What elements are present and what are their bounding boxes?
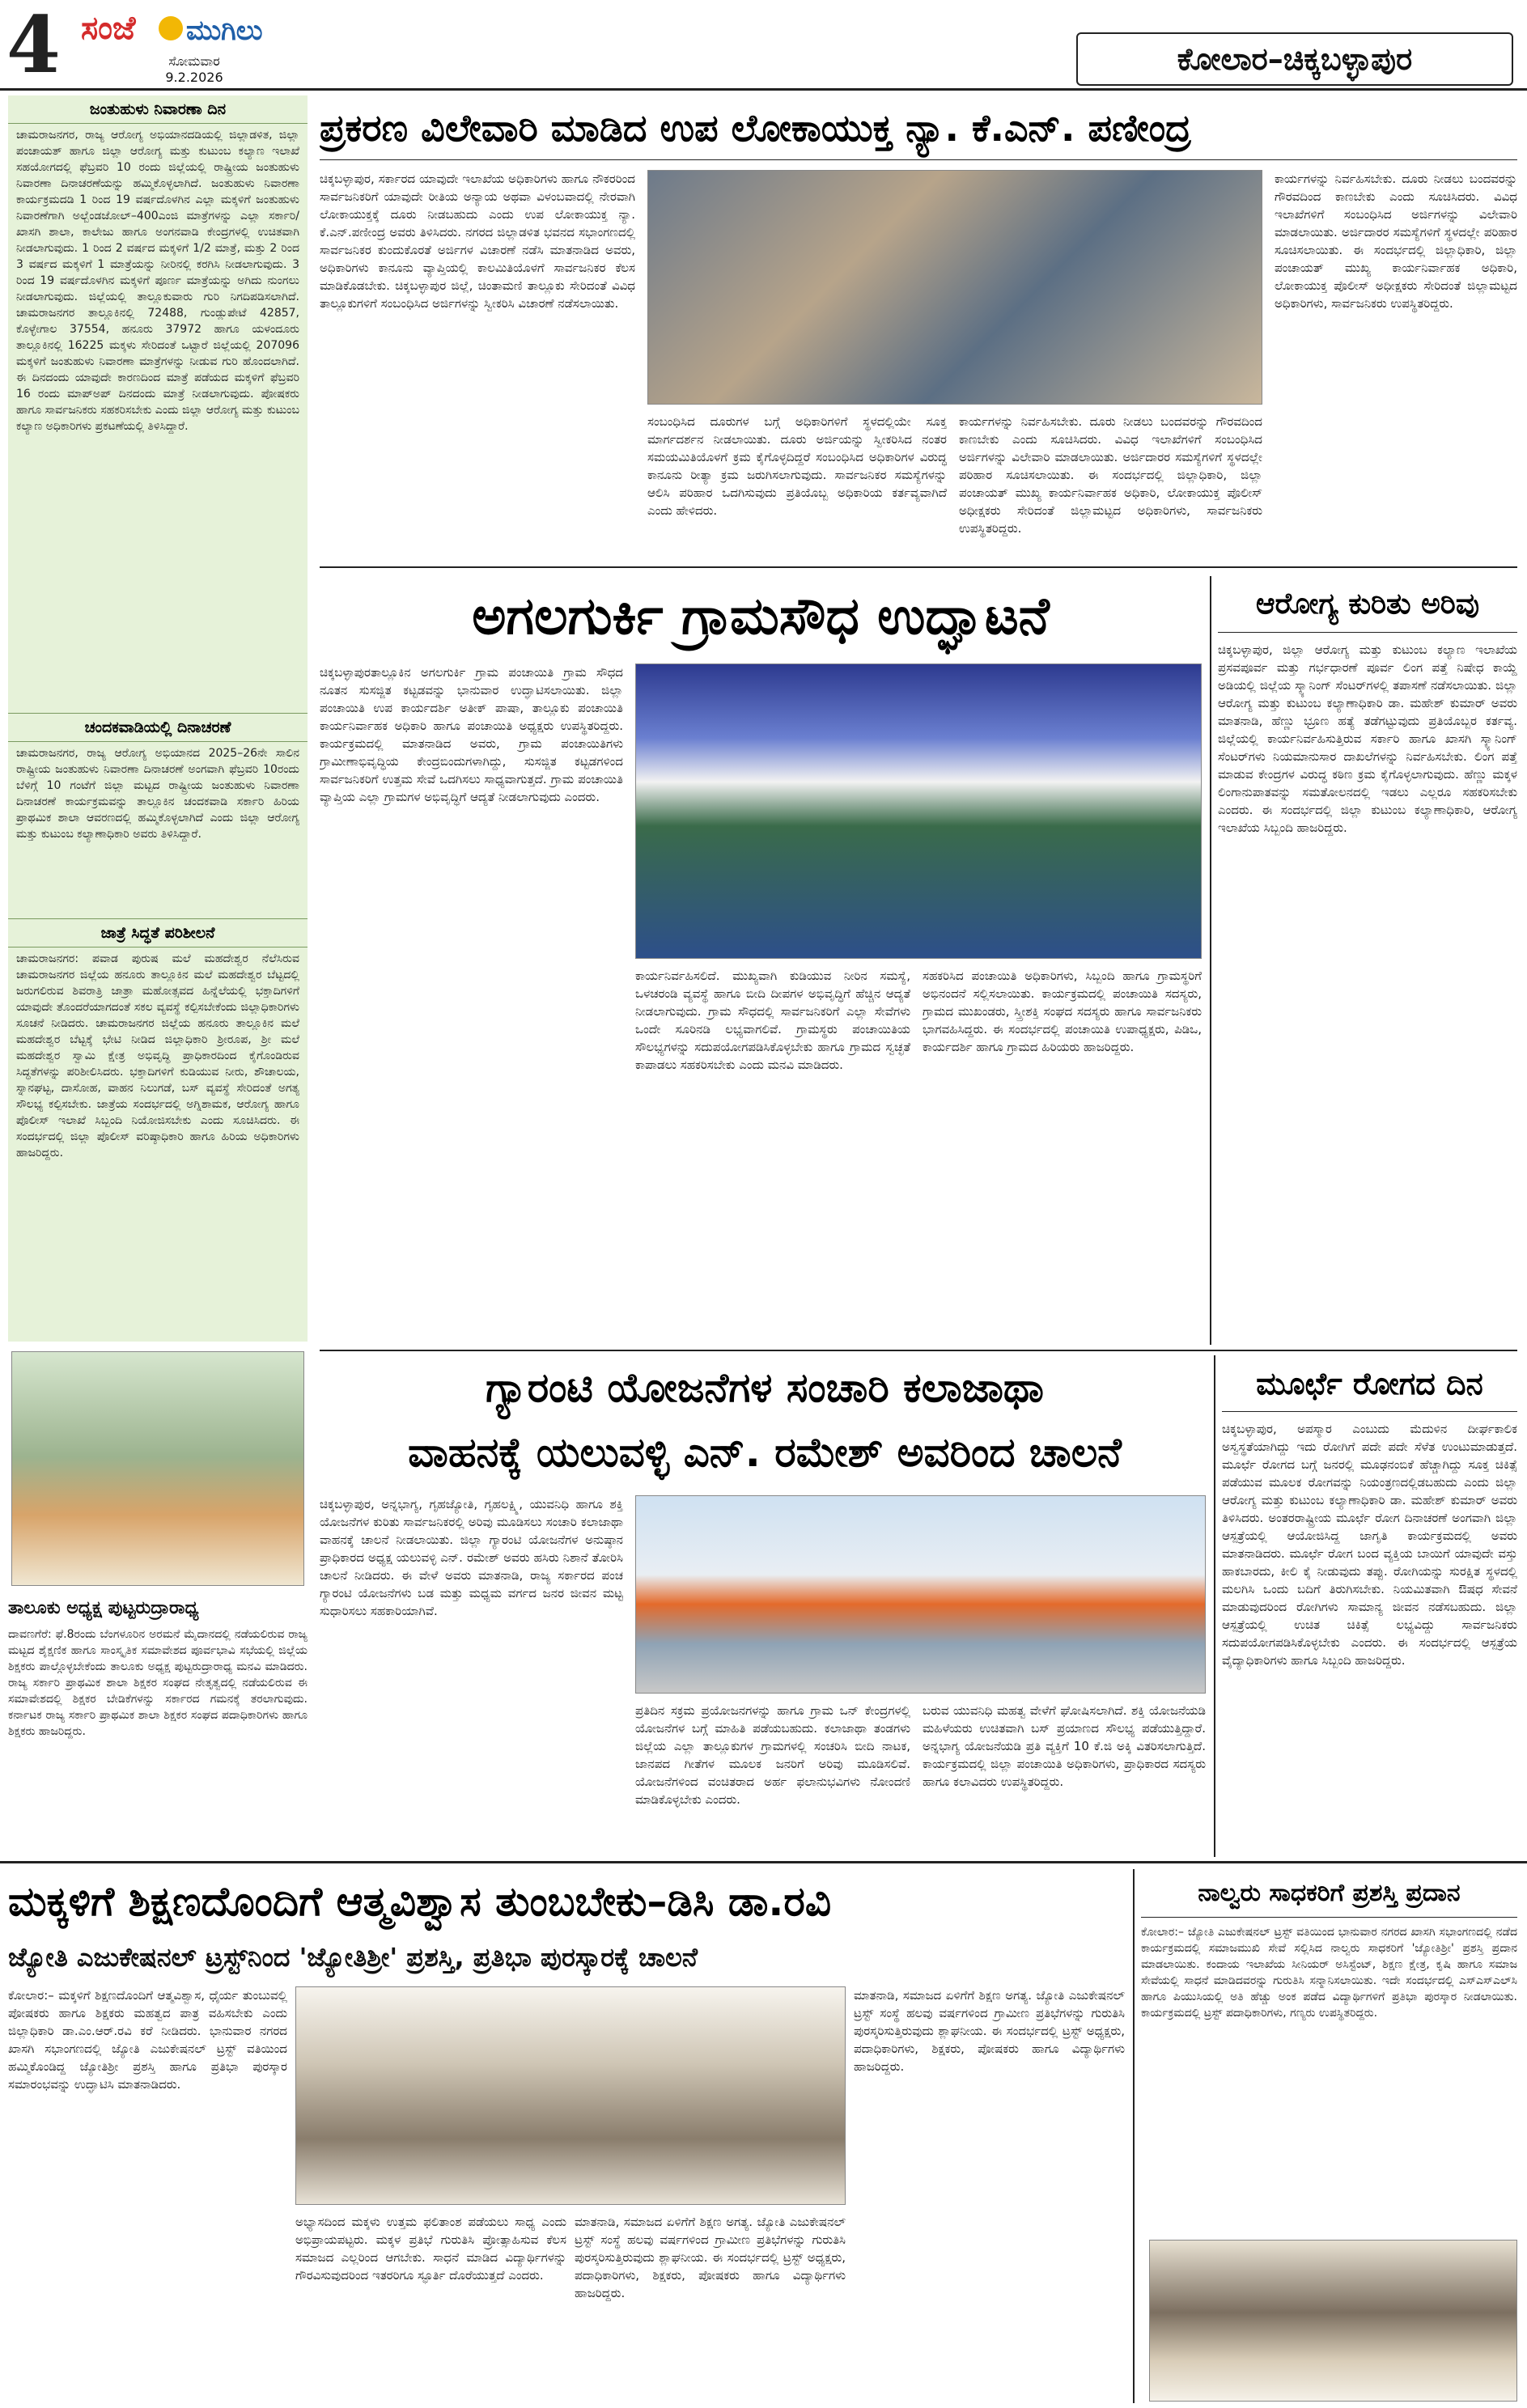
shikshana-col1: ಕೋಲಾರ:– ಮಕ್ಕಳಿಗೆ ಶಿಕ್ಷಣದೊಂದಿಗೆ ಆತ್ಮವಿಶ್ವಾಸ, ಧೈರ್ಯ ತುಂಬುವಲ್ಲಿ ಪೋಷಕರು ಹಾಗೂ ಶಿಕ್ಷಕರು ಮಹತ್ವದ ಪಾತ್ರ ವಹಿಸಬೇಕು ಎಂದು ಜಿಲ್ಲಾಧಿಕಾರಿ ಡಾ.ಎಂ.ಆರ್.ರವಿ ಕರೆ ನೀಡಿದರು. ಭಾನುವಾರ ನಗರದ ಖಾಸಗಿ ಸಭಾಂಗಣದಲ್ಲಿ ಜ್ಯೋತಿ ಎಜುಕೇಷನಲ್ ಟ್ರಸ್ಟ್ ವತಿಯಿಂದ ಹಮ್ಮಿಕೊಂಡಿದ್ದ ಜ್ಯೋತಿಶ್ರೀ ಪ್ರಶಸ್ತಿ ಹಾಗೂ ಪ್ರತಿಭಾ ಪುರಸ್ಕಾರ ಸಮಾರಂಭವನ್ನು ಉದ್ಘಾಟಿಸಿ ಮಾತನಾಡಿದರು. xyxy=(8,1988,287,2092)
lokayukta-headline: ಪ್ರಕರಣ ವಿಲೇವಾರಿ ಮಾಡಿದ ಉಪ ಲೋಕಾಯುಕ್ತ ನ್ಯಾ. ಕೆ.ಎನ್. ಪಣೀಂದ್ರ xyxy=(320,95,1517,160)
left-sidebar xyxy=(8,95,308,1342)
moorchhe-headline: ಮೂರ್ಛೆ ರೋಗದ ದಿನ xyxy=(1222,1355,1517,1412)
grama-soudha-col2: ಕಾರ್ಯನಿರ್ವಹಿಸಲಿದೆ. ಮುಖ್ಯವಾಗಿ ಕುಡಿಯುವ ನೀರಿನ ಸಮಸ್ಯೆ, ಒಳಚರಂಡಿ ವ್ಯವಸ್ಥೆ ಹಾಗೂ ಬೀದಿ ದೀಪಗಳ ಅಭಿವೃದ್ಧಿಗೆ ಹೆಚ್ಚಿನ ಆದ್ಯತೆ ನೀಡಲಾಗುವುದು. ಗ್ರಾಮ ಸೌಧದಲ್ಲಿ ಸಾರ್ವಜನಿಕರಿಗೆ ಎಲ್ಲಾ ಸೇವೆಗಳು ಒಂದೇ ಸೂರಿನಡಿ ಲಭ್ಯವಾಗಲಿವೆ. ಗ್ರಾಮಸ್ಥರು ಪಂಚಾಯಿತಿಯ ಸೌಲಭ್ಯಗಳನ್ನು ಸದುಪಯೋಗಪಡಿಸಿಕೊಳ್ಳಬೇಕು ಹಾಗೂ ಗ್ರಾಮದ ಸ್ವಚ್ಛತೆ ಕಾಪಾಡಲು ಸಹಕರಿಸಬೇಕು ಎಂದು ಮನವಿ ಮಾಡಿದರು. xyxy=(635,969,910,1072)
shikshana-photo xyxy=(295,1986,846,2205)
grama-soudha-headline: ಅಗಲಗುರ್ಕಿ ಗ್ರಾಮಸೌಧ ಉದ್ಘಾಟನೆ xyxy=(472,587,1050,647)
grama-soudha-col3: ಸಹಕರಿಸಿದ ಪಂಚಾಯಿತಿ ಅಧಿಕಾರಿಗಳು, ಸಿಬ್ಬಂದಿ ಹಾಗೂ ಗ್ರಾಮಸ್ಥರಿಗೆ ಅಭಿನಂದನೆ ಸಲ್ಲಿಸಲಾಯಿತು. ಕಾರ್ಯಕ್ರಮದಲ್ಲಿ ಪಂಚಾಯಿತಿ ಸದಸ್ಯರು, ಗ್ರಾಮದ ಮುಖಂಡರು, ಸ್ತ್ರೀಶಕ್ತಿ ಸಂಘದ ಸದಸ್ಯರು ಹಾಗೂ ಸಾರ್ವಜನಿಕರು ಭಾಗವಹಿಸಿದ್ದರು. ಈ ಸಂದರ್ಭದಲ್ಲಿ ಪಂಚಾಯಿತಿ ಉಪಾಧ್ಯಕ್ಷರು, ಪಿಡಿಒ, ಕಾರ್ಯದರ್ಶಿ ಹಾಗೂ ಗ್ರಾಮದ ಹಿರಿಯರು ಹಾಜರಿದ್ದರು. xyxy=(923,969,1202,1054)
sidebar-item-text: ಚಾಮರಾಜನಗರ: ಪವಾಡ ಪುರುಷ ಮಲೆ ಮಹದೇಶ್ವರ ನೆಲೆಸಿರುವ ಚಾಮರಾಜನಗರ ಜಿಲ್ಲೆಯ ಹನೂರು ತಾಲ್ಲೂಕಿನ ಮಲೆ ಮಹದೇಶ್ವರ ಬೆಟ್ಟದಲ್ಲಿ ಜರುಗಲಿರುವ ಶಿವರಾತ್ರಿ ಜಾತ್ರಾ ಮಹೋತ್ಸವದ ಹಿನ್ನೆಲೆಯಲ್ಲಿ ಭಕ್ತಾದಿಗಳಿಗೆ ಯಾವುದೇ ತೊಂದರೆಯಾಗದಂತೆ ಸಕಲ ವ್ಯವಸ್ಥೆ ಕಲ್ಪಿಸಬೇಕೆಂದು ಜಿಲ್ಲಾಧಿಕಾರಿಗಳು ಸೂಚನೆ ನೀಡಿದರು. ಚಾಮರಾಜನಗರ ಜಿಲ್ಲೆಯ ಹನೂರು ತಾಲ್ಲೂಕಿನ ಮಲೆ ಮಹದೇಶ್ವರ ಬೆಟ್ಟಕ್ಕೆ ಭೇಟಿ ನೀಡಿದ ಜಿಲ್ಲಾಧಿಕಾರಿ ಶ್ರೀರೂಪ, ಶ್ರೀ ಮಲೆ ಮಹದೇಶ್ವರ ಸ್ವಾಮಿ ಕ್ಷೇತ್ರ ಅಭಿವೃದ್ಧಿ ಪ್ರಾಧಿಕಾರದಿಂದ ಕೈಗೊಂಡಿರುವ ಸಿದ್ಧತೆಗಳನ್ನು ಪರಿಶೀಲಿಸಿದರು. ಭಕ್ತಾದಿಗಳಿಗೆ ಕುಡಿಯುವ ನೀರು, ಶೌಚಾಲಯ, ಸ್ನಾನಘಟ್ಟ, ದಾಸೋಹ, ವಾಹನ ನಿಲುಗಡೆ, ಬಸ್ ವ್ಯವಸ್ಥೆ ಸೇರಿದಂತೆ ಅಗತ್ಯ ಸೌಲಭ್ಯ ಕಲ್ಪಿಸಬೇಕು. ಜಾತ್ರೆಯ ಸಂದರ್ಭದಲ್ಲಿ ಅಗ್ನಿಶಾಮಕ, ಆರೋಗ್ಯ ಹಾಗೂ ಪೊಲೀಸ್ ಇಲಾಖೆ ಸಿಬ್ಬಂದಿ ನಿಯೋಜಿಸಬೇಕು ಎಂದು ಸೂಚಿಸಿದರು. ಈ ಸಂದರ್ಭದಲ್ಲಿ ಜಿಲ್ಲಾ ಪೊಲೀಸ್ ವರಿಷ್ಠಾಧಿಕಾರಿ ಹಾಗೂ ಹಿರಿಯ ಅಧಿಕಾರಿಗಳು ಹಾಜರಿದ್ದರು. xyxy=(16,952,299,1159)
grama-soudha-photo xyxy=(635,663,1202,959)
sidebar-item-title: ಜಂತುಹುಳು ನಿವಾರಣಾ ದಿನ xyxy=(8,95,308,124)
brand-sanje: ಸಂಜೆ xyxy=(81,10,136,47)
arogya-headline: ಆರೋಗ್ಯ ಕುರಿತು ಅರಿವು xyxy=(1218,576,1517,633)
page-number: 4 xyxy=(6,0,61,91)
divider xyxy=(0,1861,1527,1863)
sidebar-photo xyxy=(11,1351,304,1586)
shikshana-col4: ಮಾತನಾಡಿ, ಸಮಾಜದ ಏಳಿಗೆಗೆ ಶಿಕ್ಷಣ ಅಗತ್ಯ. ಜ್ಯೋತಿ ಎಜುಕೇಷನಲ್ ಟ್ರಸ್ಟ್ ಸಂಸ್ಥೆ ಹಲವು ವರ್ಷಗಳಿಂದ ಗ್ರಾಮೀಣ ಪ್ರತಿಭೆಗಳನ್ನು ಗುರುತಿಸಿ ಪುರಸ್ಕರಿಸುತ್ತಿರುವುದು ಶ್ಲಾಘನೀಯ. ಈ ಸಂದರ್ಭದಲ್ಲಿ ಟ್ರಸ್ಟ್ ಅಧ್ಯಕ್ಷರು, ಪದಾಧಿಕಾರಿಗಳು, ಶಿಕ್ಷಕರು, ಪೋಷಕರು ಹಾಗೂ ವಿದ್ಯಾರ್ಥಿಗಳು ಹಾಜರಿದ್ದರು. xyxy=(854,1988,1125,2074)
masthead xyxy=(0,0,1527,91)
sidebar-item-text: ಚಾಮರಾಜನಗರ, ರಾಜ್ಯ ಆರೋಗ್ಯ ಅಭಿಯಾನದಡಿಯಲ್ಲಿ ಜಿಲ್ಲಾಡಳಿತ, ಜಿಲ್ಲಾ ಪಂಚಾಯತ್ ಹಾಗೂ ಜಿಲ್ಲಾ ಆರೋಗ್ಯ ಮತ್ತು ಕುಟುಂಬ ಕಲ್ಯಾಣ ಇಲಾಖೆ ಸಹಯೋಗದಲ್ಲಿ ಫೆಬ್ರವರಿ 10 ರಂದು ಜಿಲ್ಲೆಯಲ್ಲಿ ರಾಷ್ಟ್ರೀಯ ಜಂತುಹುಳು ನಿವಾರಣಾ ದಿನಾಚರಣೆಯನ್ನು ಹಮ್ಮಿಕೊಳ್ಳಲಾಗಿದೆ. ಜಂತುಹುಳು ನಿವಾರಣಾ ಕಾರ್ಯಕ್ರಮದಡಿ 1 ರಿಂದ 19 ವರ್ಷದೊಳಗಿನ ಎಲ್ಲಾ ಮಕ್ಕಳಿಗೆ ಜಂತುಹುಳು ನಿವಾರಣೆಗಾಗಿ ಅಲ್ಬೆಂಡಜೋಲ್–400ಎಂಜಿ ಮಾತ್ರೆಗಳನ್ನು ಎಲ್ಲಾ ಸರ್ಕಾರಿ/ಖಾಸಗಿ ಶಾಲಾ, ಕಾಲೇಜು ಹಾಗೂ ಅಂಗನವಾಡಿ ಕೇಂದ್ರಗಳಲ್ಲಿ ಉಚಿತವಾಗಿ ನೀಡಲಾಗುವುದು. 1 ರಿಂದ 2 ವರ್ಷದ ಮಕ್ಕಳಿಗೆ 1/2 ಮಾತ್ರೆ, ಮತ್ತು 2 ರಿಂದ 3 ವರ್ಷದ ಮಕ್ಕಳಿಗೆ 1 ಮಾತ್ರೆಯನ್ನು ನೀರಿನಲ್ಲಿ ಕರಗಿಸಿ ನೀಡಲಾಗುವುದು. 3 ರಿಂದ 19 ವರ್ಷದೊಳಗಿನ ಮಕ್ಕಳಿಗೆ ಪೂರ್ಣ ಮಾತ್ರೆಯನ್ನು ಅಗಿದು ನುಂಗಲು ನೀಡಲಾಗುವುದು. ಜಿಲ್ಲೆಯಲ್ಲಿ ತಾಲ್ಲೂಕುವಾರು ಗುರಿ ನಿಗದಿಪಡಿಸಲಾಗಿದೆ. ಚಾಮರಾಜನಗರ ತಾಲ್ಲೂಕಿನಲ್ಲಿ 72488, ಗುಂಡ್ಲುಪೇಟೆ 42857, ಕೊಳ್ಳೇಗಾಲ 37554, ಹನೂರು 37972 ಹಾಗೂ ಯಳಂದೂರು ತಾಲ್ಲೂಕಿನಲ್ಲಿ 16225 ಮಕ್ಕಳು ಸೇರಿದಂತೆ ಒಟ್ಟಾರೆ ಜಿಲ್ಲೆಯಲ್ಲಿ 207096 ಮಕ್ಕಳಿಗೆ ಜಂತುಹುಳು ನಿವಾರಣಾ ಮಾತ್ರೆಗಳನ್ನು ನೀಡುವ ಗುರಿ ಹೊಂದಲಾಗಿದೆ. ಈ ದಿನದಂದು ಯಾವುದೇ ಕಾರಣದಿಂದ ಮಾತ್ರೆ ಪಡೆಯದ ಮಕ್ಕಳಿಗೆ ಫೆಬ್ರವರಿ 16 ರಂದು ಮಾಪ್‌ಅಪ್ ದಿನದಂದು ಮಾತ್ರೆ ನೀಡಲಾಗುವುದು. ಪೋಷಕರು ಹಾಗೂ ಸಾರ್ವಜನಿಕರು ಸಹಕರಿಸಬೇಕು ಎಂದು ಜಿಲ್ಲಾ ಆರೋಗ್ಯ ಮತ್ತು ಕುಟುಂಬ ಕಲ್ಯಾಣ ಅಧಿಕಾರಿಗಳು ಪ್ರಕಟಣೆಯಲ್ಲಿ ತಿಳಿಸಿದ್ದಾರೆ. xyxy=(16,129,299,433)
divider xyxy=(320,566,1517,568)
lokayukta-col4: ಕಾರ್ಯಗಳನ್ನು ನಿರ್ವಹಿಸಬೇಕು. ದೂರು ನೀಡಲು ಬಂದವರನ್ನು ಗೌರವದಿಂದ ಕಾಣಬೇಕು ಎಂದು ಸೂಚಿಸಿದರು. ವಿವಿಧ ಇಲಾಖೆಗಳಿಗೆ ಸಂಬಂಧಿಸಿದ ಅರ್ಜಿಗಳನ್ನು ವಿಲೇವಾರಿ ಮಾಡಲಾಯಿತು. ಅರ್ಜಿದಾರರ ಸಮಸ್ಯೆಗಳಿಗೆ ಸ್ಥಳದಲ್ಲೇ ಪರಿಹಾರ ಸೂಚಿಸಲಾಯಿತು. ಈ ಸಂದರ್ಭದಲ್ಲಿ ಜಿಲ್ಲಾಧಿಕಾರಿ, ಜಿಲ್ಲಾ ಪಂಚಾಯತ್ ಮುಖ್ಯ ಕಾರ್ಯನಿರ್ವಾಹಕ ಅಧಿಕಾರಿ, ಲೋಕಾಯುಕ್ತ ಪೊಲೀಸ್ ಅಧೀಕ್ಷಕರು ಸೇರಿದಂತೆ ಜಿಲ್ಲಾಮಟ್ಟದ ಅಧಿಕಾರಿಗಳು, ಸಾರ್ವಜನಿಕರು ಉಪಸ್ಥಿತರಿದ್ದರು. xyxy=(1275,172,1517,311)
prashasti-photo xyxy=(1149,2240,1517,2402)
issue-day: ಸೋಮವಾರ xyxy=(168,53,220,69)
arogya-text: ಚಿಕ್ಕಬಳ್ಳಾಪುರ, ಜಿಲ್ಲಾ ಆರೋಗ್ಯ ಮತ್ತು ಕುಟುಂಬ ಕಲ್ಯಾಣ ಇಲಾಖೆಯ ಪ್ರಸವಪೂರ್ವ ಮತ್ತು ಗರ್ಭಧಾರಣೆ ಪೂರ್ವ ಲಿಂಗ ಪತ್ತೆ ನಿಷೇಧ ಕಾಯ್ದೆ ಅಡಿಯಲ್ಲಿ ಜಿಲ್ಲೆಯ ಸ್ಕ್ಯಾನಿಂಗ್ ಸೆಂಟರ್‌ಗಳಲ್ಲಿ ತಪಾಸಣೆ ನಡೆಸಲಾಯಿತು. ಜಿಲ್ಲಾ ಆರೋಗ್ಯ ಮತ್ತು ಕುಟುಂಬ ಕಲ್ಯಾಣಾಧಿಕಾರಿ ಡಾ. ಮಹೇಶ್ ಕುಮಾರ್ ಅವರು ಮಾತನಾಡಿ, ಹೆಣ್ಣು ಭ್ರೂಣ ಹತ್ಯೆ ತಡೆಗಟ್ಟುವುದು ಪ್ರತಿಯೊಬ್ಬರ ಕರ್ತವ್ಯ. ಜಿಲ್ಲೆಯಲ್ಲಿ ಕಾರ್ಯನಿರ್ವಹಿಸುತ್ತಿರುವ ಸರ್ಕಾರಿ ಹಾಗೂ ಖಾಸಗಿ ಸ್ಕ್ಯಾನಿಂಗ್ ಸೆಂಟರ್‌ಗಳು ನಿಯಮಾನುಸಾರ ದಾಖಲೆಗಳನ್ನು ನಿರ್ವಹಿಸಬೇಕು. ಲಿಂಗ ಪತ್ತೆ ಮಾಡುವ ಕೇಂದ್ರಗಳ ವಿರುದ್ಧ ಕಠಿಣ ಕ್ರಮ ಕೈಗೊಳ್ಳಲಾಗುವುದು. ಹೆಣ್ಣು ಮಕ್ಕಳ ಲಿಂಗಾನುಪಾತವನ್ನು ಸಮತೋಲನದಲ್ಲಿ ಇಡಲು ಎಲ್ಲರೂ ಸಹಕರಿಸಬೇಕು ಎಂದರು. ಈ ಸಂದರ್ಭದಲ್ಲಿ ಜಿಲ್ಲಾ ಕುಟುಂಬ ಕಲ್ಯಾಣಾಧಿಕಾರಿ, ಆರೋಗ್ಯ ಇಲಾಖೆಯ ಸಿಬ್ಬಂದಿ ಹಾಜರಿದ್ದರು. xyxy=(1218,642,1517,835)
shikshana-col3: ಮಾತನಾಡಿ, ಸಮಾಜದ ಏಳಿಗೆಗೆ ಶಿಕ್ಷಣ ಅಗತ್ಯ. ಜ್ಯೋತಿ ಎಜುಕೇಷನಲ್ ಟ್ರಸ್ಟ್ ಸಂಸ್ಥೆ ಹಲವು ವರ್ಷಗಳಿಂದ ಗ್ರಾಮೀಣ ಪ್ರತಿಭೆಗಳನ್ನು ಗುರುತಿಸಿ ಪುರಸ್ಕರಿಸುತ್ತಿರುವುದು ಶ್ಲಾಘನೀಯ. ಈ ಸಂದರ್ಭದಲ್ಲಿ ಟ್ರಸ್ಟ್ ಅಧ್ಯಕ್ಷರು, ಪದಾಧಿಕಾರಿಗಳು, ಶಿಕ್ಷಕರು, ಪೋಷಕರು ಹಾಗೂ ವಿದ್ಯಾರ್ಥಿಗಳು ಹಾಜರಿದ್ದರು. xyxy=(575,2215,846,2300)
guarantee-col2: ಪ್ರತಿದಿನ ಸಕ್ರಮ ಪ್ರಯೋಜನಗಳನ್ನು ಹಾಗೂ ಗ್ರಾಮ ಒನ್ ಕೇಂದ್ರಗಳಲ್ಲಿ ಯೋಜನೆಗಳ ಬಗ್ಗೆ ಮಾಹಿತಿ ಪಡೆಯಬಹುದು. ಕಲಾಜಾಥಾ ತಂಡಗಳು ಜಿಲ್ಲೆಯ ಎಲ್ಲಾ ತಾಲ್ಲೂಕುಗಳ ಗ್ರಾಮಗಳಲ್ಲಿ ಸಂಚರಿಸಿ ಬೀದಿ ನಾಟಕ, ಜಾನಪದ ಗೀತೆಗಳ ಮೂಲಕ ಜನರಿಗೆ ಅರಿವು ಮೂಡಿಸಲಿವೆ. ಯೋಜನೆಗಳಿಂದ ವಂಚಿತರಾದ ಅರ್ಹ ಫಲಾನುಭವಿಗಳು ನೋಂದಣಿ ಮಾಡಿಕೊಳ್ಳಬೇಕು ಎಂದರು. xyxy=(635,1703,910,1807)
lokayukta-col3: ಕಾರ್ಯಗಳನ್ನು ನಿರ್ವಹಿಸಬೇಕು. ದೂರು ನೀಡಲು ಬಂದವರನ್ನು ಗೌರವದಿಂದ ಕಾಣಬೇಕು ಎಂದು ಸೂಚಿಸಿದರು. ವಿವಿಧ ಇಲಾಖೆಗಳಿಗೆ ಸಂಬಂಧಿಸಿದ ಅರ್ಜಿಗಳನ್ನು ವಿಲೇವಾರಿ ಮಾಡಲಾಯಿತು. ಅರ್ಜಿದಾರರ ಸಮಸ್ಯೆಗಳಿಗೆ ಸ್ಥಳದಲ್ಲೇ ಪರಿಹಾರ ಸೂಚಿಸಲಾಯಿತು. ಈ ಸಂದರ್ಭದಲ್ಲಿ ಜಿಲ್ಲಾಧಿಕಾರಿ, ಜಿಲ್ಲಾ ಪಂಚಾಯತ್ ಮುಖ್ಯ ಕಾರ್ಯನಿರ್ವಾಹಕ ಅಧಿಕಾರಿ, ಲೋಕಾಯುಕ್ತ ಪೊಲೀಸ್ ಅಧೀಕ್ಷಕರು ಸೇರಿದಂತೆ ಜಿಲ್ಲಾಮಟ್ಟದ ಅಧಿಕಾರಿಗಳು, ಸಾರ್ವಜನಿಕರು ಉಪಸ್ಥಿತರಿದ್ದರು. xyxy=(959,414,1262,536)
prashasti-headline: ನಾಲ್ವರು ಸಾಧಕರಿಗೆ ಪ್ರಶಸ್ತಿ ಪ್ರದಾನ xyxy=(1141,1869,1517,1918)
grama-soudha-col1: ಚಿಕ್ಕಬಳ್ಳಾಪುರತಾಲ್ಲೂಕಿನ ಅಗಲಗುರ್ಕಿ ಗ್ರಾಮ ಪಂಚಾಯಿತಿ ಗ್ರಾಮ ಸೌಧದ ನೂತನ ಸುಸಜ್ಜಿತ ಕಟ್ಟಡವನ್ನು ಭಾನುವಾರ ಉದ್ಘಾಟಿಸಲಾಯಿತು. ಜಿಲ್ಲಾ ಪಂಚಾಯಿತಿ ಉಪ ಕಾರ್ಯದರ್ಶಿ ಅತೀಕ್ ಪಾಷಾ, ತಾಲ್ಲೂಕು ಪಂಚಾಯಿತಿ ಕಾರ್ಯನಿರ್ವಾಹಕ ಅಧಿಕಾರಿ ಹಾಗೂ ಪಂಚಾಯಿತಿ ಅಧ್ಯಕ್ಷರು ಉಪಸ್ಥಿತರಿದ್ದರು. ಕಾರ್ಯಕ್ರಮದಲ್ಲಿ ಮಾತನಾಡಿದ ಅವರು, ಗ್ರಾಮ ಪಂಚಾಯಿತಿಗಳು ಗ್ರಾಮೀಣಾಭಿವೃದ್ಧಿಯ ಕೇಂದ್ರಬಿಂದುಗಳಾಗಿದ್ದು, ಸುಸಜ್ಜಿತ ಕಟ್ಟಡಗಳಿಂದ ಸಾರ್ವಜನಿಕರಿಗೆ ಉತ್ತಮ ಸೇವೆ ಒದಗಿಸಲು ಸಾಧ್ಯವಾಗುತ್ತದೆ. ಗ್ರಾಮ ಪಂಚಾಯಿತಿ ವ್ಯಾಪ್ತಿಯ ಎಲ್ಲಾ ಗ್ರಾಮಗಳ ಅಭಿವೃದ್ಧಿಗೆ ಆದ್ಯತೆ ನೀಡಲಾಗುವುದು ಎಂದರು. xyxy=(320,665,623,804)
sidebar-photo-caption-title: ತಾಲೂಕು ಅಧ್ಯಕ್ಷ ಪುಟ್ಟರುದ್ರಾರಾಧ್ಯ xyxy=(8,1598,199,1618)
sidebar-item-text: ಚಾಮರಾಜನಗರ, ರಾಜ್ಯ ಆರೋಗ್ಯ ಅಭಿಯಾನದ 2025–26ನೇ ಸಾಲಿನ ರಾಷ್ಟ್ರೀಯ ಜಂತುಹುಳು ನಿವಾರಣಾ ದಿನಾಚರಣೆ ಅಂಗವಾಗಿ ಫೆಬ್ರವರಿ 10ರಂದು ಬೆಳಿಗ್ಗೆ 10 ಗಂಟೆಗೆ ಜಿಲ್ಲಾ ಮಟ್ಟದ ರಾಷ್ಟ್ರೀಯ ಜಂತುಹುಳು ನಿವಾರಣಾ ದಿನಾಚರಣೆ ಕಾರ್ಯಕ್ರಮವನ್ನು ತಾಲ್ಲೂಕಿನ ಚಂದಕವಾಡಿ ಸರ್ಕಾರಿ ಹಿರಿಯ ಪ್ರಾಥಮಿಕ ಶಾಲಾ ಆವರಣದಲ್ಲಿ ಹಮ್ಮಿಕೊಳ್ಳಲಾಗಿದೆ ಎಂದು ಜಿಲ್ಲಾ ಆರೋಗ್ಯ ಮತ್ತು ಕುಟುಂಬ ಕಲ್ಯಾಣಾಧಿಕಾರಿ ಅವರು ತಿಳಿಸಿದ್ದಾರೆ. xyxy=(16,747,299,841)
divider xyxy=(1214,1355,1215,1857)
lokayukta-col2: ಸಂಬಂಧಿಸಿದ ದೂರುಗಳ ಬಗ್ಗೆ ಅಧಿಕಾರಿಗಳಿಗೆ ಸ್ಥಳದಲ್ಲಿಯೇ ಸೂಕ್ತ ಮಾರ್ಗದರ್ಶನ ನೀಡಲಾಯಿತು. ದೂರು ಅರ್ಜಿಯನ್ನು ಸ್ವೀಕರಿಸಿದ ನಂತರ ಸಮಯಮಿತಿಯೊಳಗೆ ಕ್ರಮ ಕೈಗೊಳ್ಳದಿದ್ದರೆ ಸಂಬಂಧಿಸಿದ ಅಧಿಕಾರಿಗಳ ವಿರುದ್ಧ ಕಾನೂನು ರೀತ್ಯಾ ಕ್ರಮ ಜರುಗಿಸಲಾಗುವುದು. ಸಾರ್ವಜನಿಕರ ಸಮಸ್ಯೆಗಳನ್ನು ಆಲಿಸಿ ಪರಿಹಾರ ಒದಗಿಸುವುದು ಪ್ರತಿಯೊಬ್ಬ ಅಧಿಕಾರಿಯ ಕರ್ತವ್ಯವಾಗಿದೆ ಎಂದು ಹೇಳಿದರು. xyxy=(647,414,947,518)
guarantee-col3: ಬರುವ ಯುವನಿಧಿ ಮಹತ್ವ ವೇಳೆಗೆ ಘೋಷಿಸಲಾಗಿದೆ. ಶಕ್ತಿ ಯೋಜನೆಯಡಿ ಮಹಿಳೆಯರು ಉಚಿತವಾಗಿ ಬಸ್ ಪ್ರಯಾಣದ ಸೌಲಭ್ಯ ಪಡೆಯುತ್ತಿದ್ದಾರೆ. ಅನ್ನಭಾಗ್ಯ ಯೋಜನೆಯಡಿ ಪ್ರತಿ ವ್ಯಕ್ತಿಗೆ 10 ಕೆ.ಜಿ ಅಕ್ಕಿ ವಿತರಿಸಲಾಗುತ್ತಿದೆ. ಕಾರ್ಯಕ್ರಮದಲ್ಲಿ ಜಿಲ್ಲಾ ಪಂಚಾಯಿತಿ ಅಧಿಕಾರಿಗಳು, ಪ್ರಾಧಿಕಾರದ ಸದಸ್ಯರು ಹಾಗೂ ಕಲಾವಿದರು ಉಪಸ್ಥಿತರಿದ್ದರು. xyxy=(923,1703,1206,1789)
issue-date: 9.2.2026 xyxy=(165,70,223,85)
guarantee-headline-line1: ಗ್ಯಾರಂಟಿ ಯೋಜನೆಗಳ ಸಂಚಾರಿ ಕಲಾಜಾಥಾ xyxy=(486,1364,1044,1411)
guarantee-headline-line2: ವಾಹನಕ್ಕೆ ಯಲುವಳ್ಳಿ ಎನ್. ರಮೇಶ್ ಅವರಿಂದ ಚಾಲನೆ xyxy=(408,1429,1122,1476)
shikshana-headline: ಮಕ್ಕಳಿಗೆ ಶಿಕ್ಷಣದೊಂದಿಗೆ ಆತ್ಮವಿಶ್ವಾಸ ತುಂಬಬೇಕು–ಡಿಸಿ ಡಾ.ರವಿ xyxy=(8,1878,832,1925)
shikshana-col2: ಅಭ್ಯಾಸದಿಂದ ಮಕ್ಕಳು ಉತ್ತಮ ಫಲಿತಾಂಶ ಪಡೆಯಲು ಸಾಧ್ಯ ಎಂದು ಅಭಿಪ್ರಾಯಪಟ್ಟರು. ಮಕ್ಕಳ ಪ್ರತಿಭೆ ಗುರುತಿಸಿ ಪ್ರೋತ್ಸಾಹಿಸುವ ಕೆಲಸ ಸಮಾಜದ ಎಲ್ಲರಿಂದ ಆಗಬೇಕು. ಸಾಧನೆ ಮಾಡಿದ ವಿದ್ಯಾರ್ಥಿಗಳನ್ನು ಗೌರವಿಸುವುದರಿಂದ ಇತರರಿಗೂ ಸ್ಫೂರ್ತಿ ದೊರೆಯುತ್ತದೆ ಎಂದರು. xyxy=(295,2215,566,2283)
section-label: ಕೋಲಾರ–ಚಿಕ್ಕಬಳ್ಳಾಪುರ xyxy=(1076,32,1513,86)
sidebar-photo-caption-text: ದಾವಣಗೆರೆ: ಫೆ.8ರಂದು ಬೆಂಗಳೂರಿನ ಅರಮನೆ ಮೈದಾನದಲ್ಲಿ ನಡೆಯಲಿರುವ ರಾಜ್ಯ ಮಟ್ಟದ ಶೈಕ್ಷಣಿಕ ಹಾಗೂ ಸಾಂಸ್ಕೃತಿಕ ಸಮಾವೇಶದ ಪೂರ್ವಭಾವಿ ಸಭೆಯಲ್ಲಿ ಜಿಲ್ಲೆಯ ಶಿಕ್ಷಕರು ಪಾಲ್ಗೊಳ್ಳಬೇಕೆಂದು ತಾಲೂಕು ಅಧ್ಯಕ್ಷ ಪುಟ್ಟರುದ್ರಾರಾಧ್ಯ ಮನವಿ ಮಾಡಿದರು. ರಾಜ್ಯ ಸರ್ಕಾರಿ ಪ್ರಾಥಮಿಕ ಶಾಲಾ ಶಿಕ್ಷಕರ ಸಂಘದ ನೇತೃತ್ವದಲ್ಲಿ ನಡೆಯಲಿರುವ ಈ ಸಮಾವೇಶದಲ್ಲಿ ಶಿಕ್ಷಕರ ಬೇಡಿಕೆಗಳನ್ನು ಸರ್ಕಾರದ ಗಮನಕ್ಕೆ ತರಲಾಗುವುದು. ಕರ್ನಾಟಕ ರಾಜ್ಯ ಸರ್ಕಾರಿ ಪ್ರಾಥಮಿಕ ಶಾಲಾ ಶಿಕ್ಷಕರ ಸಂಘದ ಪದಾಧಿಕಾರಿಗಳು ಹಾಗೂ ಶಿಕ್ಷಕರು ಹಾಜರಿದ್ದರು. xyxy=(8,1628,308,1738)
guarantee-col1: ಚಿಕ್ಕಬಳ್ಳಾಪುರ, ಅನ್ನಭಾಗ್ಯ, ಗೃಹಜ್ಯೋತಿ, ಗೃಹಲಕ್ಷ್ಮಿ, ಯುವನಿಧಿ ಹಾಗೂ ಶಕ್ತಿ ಯೋಜನೆಗಳ ಕುರಿತು ಸಾರ್ವಜನಿಕರಲ್ಲಿ ಅರಿವು ಮೂಡಿಸಲು ಸಂಚಾರಿ ಕಲಾಜಾಥಾ ವಾಹನಕ್ಕೆ ಚಾಲನೆ ನೀಡಲಾಯಿತು. ಜಿಲ್ಲಾ ಗ್ಯಾರಂಟಿ ಯೋಜನೆಗಳ ಅನುಷ್ಠಾನ ಪ್ರಾಧಿಕಾರದ ಅಧ್ಯಕ್ಷ ಯಲುವಳ್ಳಿ ಎನ್. ರಮೇಶ್ ಅವರು ಹಸಿರು ನಿಶಾನೆ ತೋರಿಸಿ ಚಾಲನೆ ನೀಡಿದರು. ಈ ವೇಳೆ ಅವರು ಮಾತನಾಡಿ, ರಾಜ್ಯ ಸರ್ಕಾರದ ಪಂಚ ಗ್ಯಾರಂಟಿ ಯೋಜನೆಗಳು ಬಡ ಮತ್ತು ಮಧ್ಯಮ ವರ್ಗದ ಜನರ ಜೀವನ ಮಟ್ಟ ಸುಧಾರಿಸಲು ಸಹಕಾರಿಯಾಗಿವೆ. xyxy=(320,1497,623,1618)
divider xyxy=(1133,1869,1135,2403)
lokayukta-col1: ಚಿಕ್ಕಬಳ್ಳಾಪುರ, ಸರ್ಕಾರದ ಯಾವುದೇ ಇಲಾಖೆಯ ಅಧಿಕಾರಿಗಳು ಹಾಗೂ ನೌಕರರಿಂದ ಸಾರ್ವಜನಿಕರಿಗೆ ಯಾವುದೇ ರೀತಿಯ ಅನ್ಯಾಯ ಅಥವಾ ವಿಳಂಬವಾದಲ್ಲಿ ನೇರವಾಗಿ ಲೋಕಾಯುಕ್ತಕ್ಕೆ ದೂರು ನೀಡಬಹುದು ಎಂದು ಉಪ ಲೋಕಾಯುಕ್ತ ನ್ಯಾ. ಕೆ.ಎನ್.ಪಣೀಂದ್ರ ಅವರು ತಿಳಿಸಿದರು. ನಗರದ ಜಿಲ್ಲಾಡಳಿತ ಭವನದ ಸಭಾಂಗಣದಲ್ಲಿ ಸಾರ್ವಜನಿಕರ ಕುಂದುಕೊರತೆ ಅರ್ಜಿಗಳ ವಿಚಾರಣೆ ನಡೆಸಿ ಮಾತನಾಡಿದ ಅವರು, ಅಧಿಕಾರಿಗಳು ಕಾನೂನು ವ್ಯಾಪ್ತಿಯಲ್ಲಿ ಕಾಲಮಿತಿಯೊಳಗೆ ಸಾರ್ವಜನಿಕರ ಕೆಲಸ ಮಾಡಿಕೊಡಬೇಕು. ಚಿಕ್ಕಬಳ್ಳಾಪುರ ಜಿಲ್ಲೆ, ಚಿಂತಾಮಣಿ ತಾಲ್ಲೂಕು ಸೇರಿದಂತೆ ವಿವಿಧ ತಾಲ್ಲೂಕುಗಳಿಗೆ ಸಂಬಂಧಿಸಿದ ಅರ್ಜಿಗಳನ್ನು ಸ್ವೀಕರಿಸಿ ವಿಚಾರಣೆ ನಡೆಸಲಾಯಿತು. xyxy=(320,172,635,311)
prashasti-text: ಕೋಲಾರ:– ಜ್ಯೋತಿ ಎಜುಕೇಷನಲ್ ಟ್ರಸ್ಟ್ ವತಿಯಿಂದ ಭಾನುವಾರ ನಗರದ ಖಾಸಗಿ ಸಭಾಂಗಣದಲ್ಲಿ ನಡೆದ ಕಾರ್ಯಕ್ರಮದಲ್ಲಿ ಸಮಾಜಮುಖಿ ಸೇವೆ ಸಲ್ಲಿಸಿದ ನಾಲ್ವರು ಸಾಧಕರಿಗೆ 'ಜ್ಯೋತಿಶ್ರೀ' ಪ್ರಶಸ್ತಿ ಪ್ರದಾನ ಮಾಡಲಾಯಿತು. ಕಂದಾಯ ಇಲಾಖೆಯ ಸೀನಿಯರ್ ಅಸಿಸ್ಟೆಂಟ್, ಶಿಕ್ಷಣ ಕ್ಷೇತ್ರ, ಕೃಷಿ ಹಾಗೂ ಸಮಾಜ ಸೇವೆಯಲ್ಲಿ ಸಾಧನೆ ಮಾಡಿದವರನ್ನು ಗುರುತಿಸಿ ಸನ್ಮಾನಿಸಲಾಯಿತು. ಇದೇ ಸಂದರ್ಭದಲ್ಲಿ ಎಸ್‌ಎಸ್‌ಎಲ್‌ಸಿ ಹಾಗೂ ಪಿಯುಸಿಯಲ್ಲಿ ಅತಿ ಹೆಚ್ಚು ಅಂಕ ಪಡೆದ ವಿದ್ಯಾರ್ಥಿಗಳಿಗೆ ಪ್ರತಿಭಾ ಪುರಸ್ಕಾರ ನೀಡಲಾಯಿತು. ಕಾರ್ಯಕ್ರಮದಲ್ಲಿ ಟ್ರಸ್ಟ್ ಪದಾಧಿಕಾರಿಗಳು, ಗಣ್ಯರು ಉಪಸ್ಥಿತರಿದ್ದರು. xyxy=(1141,1926,1517,2020)
divider xyxy=(1210,576,1211,1345)
moorchhe-text: ಚಿಕ್ಕಬಳ್ಳಾಪುರ, ಅಪಸ್ಮಾರ ಎಂಬುದು ಮೆದುಳಿನ ದೀರ್ಘಕಾಲಿಕ ಅಸ್ವಸ್ಥತೆಯಾಗಿದ್ದು ಇದು ರೋಗಿಗೆ ಪದೇ ಪದೇ ಸೆಳೆತ ಉಂಟುಮಾಡುತ್ತದೆ. ಮೂರ್ಛೆ ರೋಗದ ಬಗ್ಗೆ ಜನರಲ್ಲಿ ಮೂಢನಂಬಿಕೆ ಹೆಚ್ಚಾಗಿದ್ದು ಸೂಕ್ತ ಚಿಕಿತ್ಸೆ ಪಡೆಯುವ ಮೂಲಕ ರೋಗವನ್ನು ನಿಯಂತ್ರಣದಲ್ಲಿಡಬಹುದು ಎಂದು ಜಿಲ್ಲಾ ಆರೋಗ್ಯ ಮತ್ತು ಕುಟುಂಬ ಕಲ್ಯಾಣಾಧಿಕಾರಿ ಡಾ. ಮಹೇಶ್ ಕುಮಾರ್ ಅವರು ತಿಳಿಸಿದರು. ಅಂತರರಾಷ್ಟ್ರೀಯ ಮೂರ್ಛೆ ರೋಗ ದಿನಾಚರಣೆ ಅಂಗವಾಗಿ ಜಿಲ್ಲಾ ಆಸ್ಪತ್ರೆಯಲ್ಲಿ ಆಯೋಜಿಸಿದ್ದ ಜಾಗೃತಿ ಕಾರ್ಯಕ್ರಮದಲ್ಲಿ ಅವರು ಮಾತನಾಡಿದರು. ಮೂರ್ಛೆ ರೋಗ ಬಂದ ವ್ಯಕ್ತಿಯ ಬಾಯಿಗೆ ಯಾವುದೇ ವಸ್ತು ಹಾಕಬಾರದು, ಕೀಲಿ ಕೈ ನೀಡುವುದು ತಪ್ಪು. ರೋಗಿಯನ್ನು ಸುರಕ್ಷಿತ ಸ್ಥಳದಲ್ಲಿ ಮಲಗಿಸಿ ಒಂದು ಬದಿಗೆ ತಿರುಗಿಸಬೇಕು. ನಿಯಮಿತವಾಗಿ ಔಷಧ ಸೇವನೆ ಮಾಡುವುದರಿಂದ ರೋಗಿಗಳು ಸಾಮಾನ್ಯ ಜೀವನ ನಡೆಸಬಹುದು. ಜಿಲ್ಲಾ ಆಸ್ಪತ್ರೆಯಲ್ಲಿ ಉಚಿತ ಚಿಕಿತ್ಸೆ ಲಭ್ಯವಿದ್ದು ಸಾರ್ವಜನಿಕರು ಸದುಪಯೋಗಪಡಿಸಿಕೊಳ್ಳಬೇಕು ಎಂದರು. ಈ ಸಂದರ್ಭದಲ್ಲಿ ಆಸ್ಪತ್ರೆಯ ವೈದ್ಯಾಧಿಕಾರಿಗಳು ಹಾಗೂ ಸಿಬ್ಬಂದಿ ಹಾಜರಿದ್ದರು. xyxy=(1222,1422,1517,1668)
brand-mugilu: ಮುಗಿಲು xyxy=(186,15,263,47)
sidebar-item-title: ಚಂದಕವಾಡಿಯಲ್ಲಿ ದಿನಾಚರಣೆ xyxy=(8,713,308,742)
brand-logo xyxy=(81,8,267,55)
lokayukta-photo xyxy=(647,170,1262,405)
divider xyxy=(320,1350,1517,1351)
guarantee-photo xyxy=(635,1495,1206,1694)
sidebar-item-title: ಜಾತ್ರೆ ಸಿದ್ಧತೆ ಪರಿಶೀಲನೆ xyxy=(8,918,308,948)
shikshana-subhead: ಜ್ಯೋತಿ ಎಜುಕೇಷನಲ್ ಟ್ರಸ್ಟ್‌ನಿಂದ 'ಜ್ಯೋತಿಶ್ರೀ' ಪ್ರಶಸ್ತಿ, ಪ್ರತಿಭಾ ಪುರಸ್ಕಾರಕ್ಕೆ ಚಾಲನೆ xyxy=(8,1942,698,1973)
sun-icon xyxy=(159,16,183,40)
